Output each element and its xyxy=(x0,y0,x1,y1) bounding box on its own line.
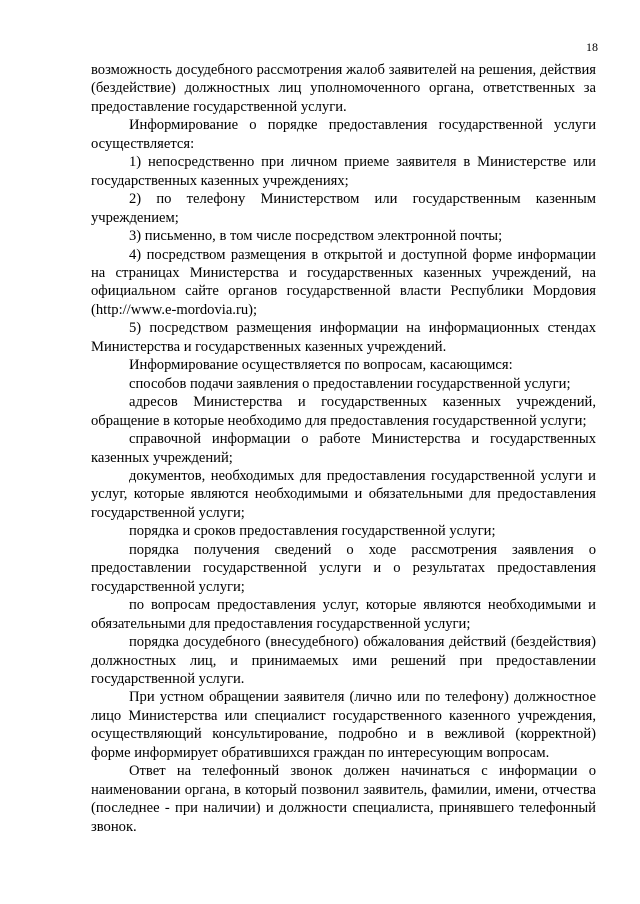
paragraph-oral-inquiry: При устном обращении заявителя (лично или по телефону) должностное лицо Министерства или специалист государственного казенного учреждения, осуществляющий консультирование, подробно и в вежливой (корректной) форме информирует обратившихся граждан по интересующим вопросам. xyxy=(91,689,596,761)
page-body xyxy=(91,61,596,836)
topic-documents: документов, необходимых для предоставления государственной услуги и услуг, которые являются необходимыми и обязательными для предоставления государственной услуги; xyxy=(91,467,596,521)
list-item-telephone: 2) по телефону Министерством или государственным казенным учреждением; xyxy=(91,191,596,226)
topic-addresses: адресов Министерства и государственных казенных учреждений, обращение в которые необходимо для предоставления государственной услуги; xyxy=(91,394,596,429)
topic-required-services: по вопросам предоставления услуг, которые являются необходимыми и обязательными для предоставления государственной услуги; xyxy=(91,597,596,632)
topic-reference-info: справочной информации о работе Министерства и государственных казенных учреждений; xyxy=(91,431,596,466)
paragraph-phone-answer: Ответ на телефонный звонок должен начинаться с информации о наименовании органа, в который позвонил заявитель, фамилии, имени, отчества (последнее - при наличии) и должности специалиста, принявшего телефонный звонок. xyxy=(91,763,596,835)
page-number: 18 xyxy=(586,40,598,54)
topic-procedure-terms: порядка и сроков предоставления государственной услуги; xyxy=(129,523,496,540)
paragraph-continuation: возможность досудебного рассмотрения жалоб заявителей на решения, действия (бездействие) должностных лиц уполномоченного органа, ответственных за предоставление государственной услуги. xyxy=(91,62,596,115)
topic-appeal-procedure: порядка досудебного (внесудебного) обжалования действий (бездействия) должностных лиц, и принимаемых ими решений при предоставлении государственной услуги. xyxy=(91,634,596,687)
paragraph-topics-intro: Информирование осуществляется по вопросам, касающимся: xyxy=(129,357,513,374)
list-item-written: 3) письменно, в том числе посредством электронной почты; xyxy=(129,228,503,245)
list-item-personal-reception: 1) непосредственно при личном приеме заявителя в Министерстве или государственных казенных учреждениях; xyxy=(91,154,596,189)
list-item-stands: 5) посредством размещения информации на информационных стендах Министерства и государственных казенных учреждений. xyxy=(91,320,596,355)
list-item-website: 4) посредством размещения в открытой и доступной форме информации на страницах Министерства и государственных казенных учреждений, на официальном сайте органов государственной власти Республики Мордовия (http://www.e-mordovia.ru); xyxy=(91,246,596,318)
topic-progress-info: порядка получения сведений о ходе рассмотрения заявления о предоставлении государственной услуги и о результатах предоставления государственной услуги; xyxy=(91,541,596,595)
topic-submission-methods: способов подачи заявления о предоставлении государственной услуги; xyxy=(129,375,571,392)
paragraph-informing-intro: Информирование о порядке предоставления государственной услуги осуществляется: xyxy=(91,117,596,152)
